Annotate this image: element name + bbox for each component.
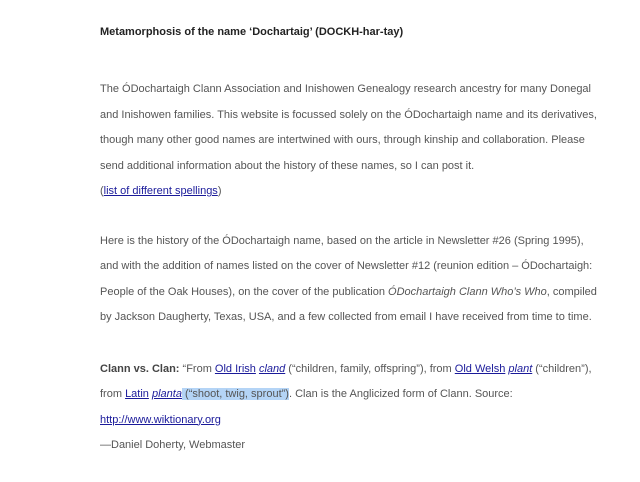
- old-irish-link[interactable]: Old Irish: [214, 362, 256, 375]
- clann-paragraph: [100, 357, 605, 434]
- latin-link[interactable]: Latin: [125, 388, 149, 400]
- page-title: Metamorphosis of the name ‘Dochartaig’ (DOCKH-har-tay): [100, 26, 404, 38]
- signature: —Daniel Doherty, Webmaster: [100, 439, 246, 451]
- clann-text-3: (“children”), from: [100, 362, 592, 400]
- wiktionary-link[interactable]: http://www.wiktionary.org: [100, 413, 221, 426]
- old-welsh-link[interactable]: Old Welsh: [454, 362, 506, 375]
- history-text-after: , compiled by Jackson Daugherty, Texas, USA, and a few collected from email I have received from time to time.: [100, 285, 597, 323]
- clann-text-4: . Clan is the Anglicized form of Clann. Source:: [288, 388, 513, 400]
- clann-text-1: “From: [179, 362, 215, 375]
- intro-paragraph: [100, 77, 605, 205]
- intro-text: The ÓDochartaigh Clann Association and Inishowen Genealogy research ancestry for many Donegal and Inishowen families. This website is focussed solely on the ÓDochartaigh name and its derivatives, though many other good names are intertwined with ours, through kinship and collaboration. Please send additional information about the history of these names, so I can post it.: [100, 83, 597, 172]
- spellings-link[interactable]: list of different spellings: [103, 185, 218, 197]
- history-text-before: Here is the history of the ÓDochartaigh name, based on the article in Newsletter #26 (Spring 1995), and with the addition of names listed on the cover of Newsletter #12 (reunion edition – ÓDochartaigh: People of the Oak Houses), on the cover of the publication: [100, 234, 593, 298]
- publication-title: ÓDochartaigh Clann Who’s Who: [388, 285, 547, 298]
- paren-open: (: [100, 185, 104, 197]
- cland-link[interactable]: cland: [258, 362, 286, 375]
- paren-close: ): [217, 185, 222, 197]
- clann-heading: Clann vs. Clan:: [100, 362, 180, 375]
- clann-text-2: (“children, family, offspring”), from: [285, 362, 455, 375]
- history-paragraph: [100, 229, 605, 331]
- plant-link[interactable]: plant: [508, 362, 533, 375]
- planta-link[interactable]: planta: [151, 388, 182, 400]
- article-content: [100, 25, 605, 459]
- selected-text: (“shoot, twig, sprout”): [181, 388, 289, 400]
